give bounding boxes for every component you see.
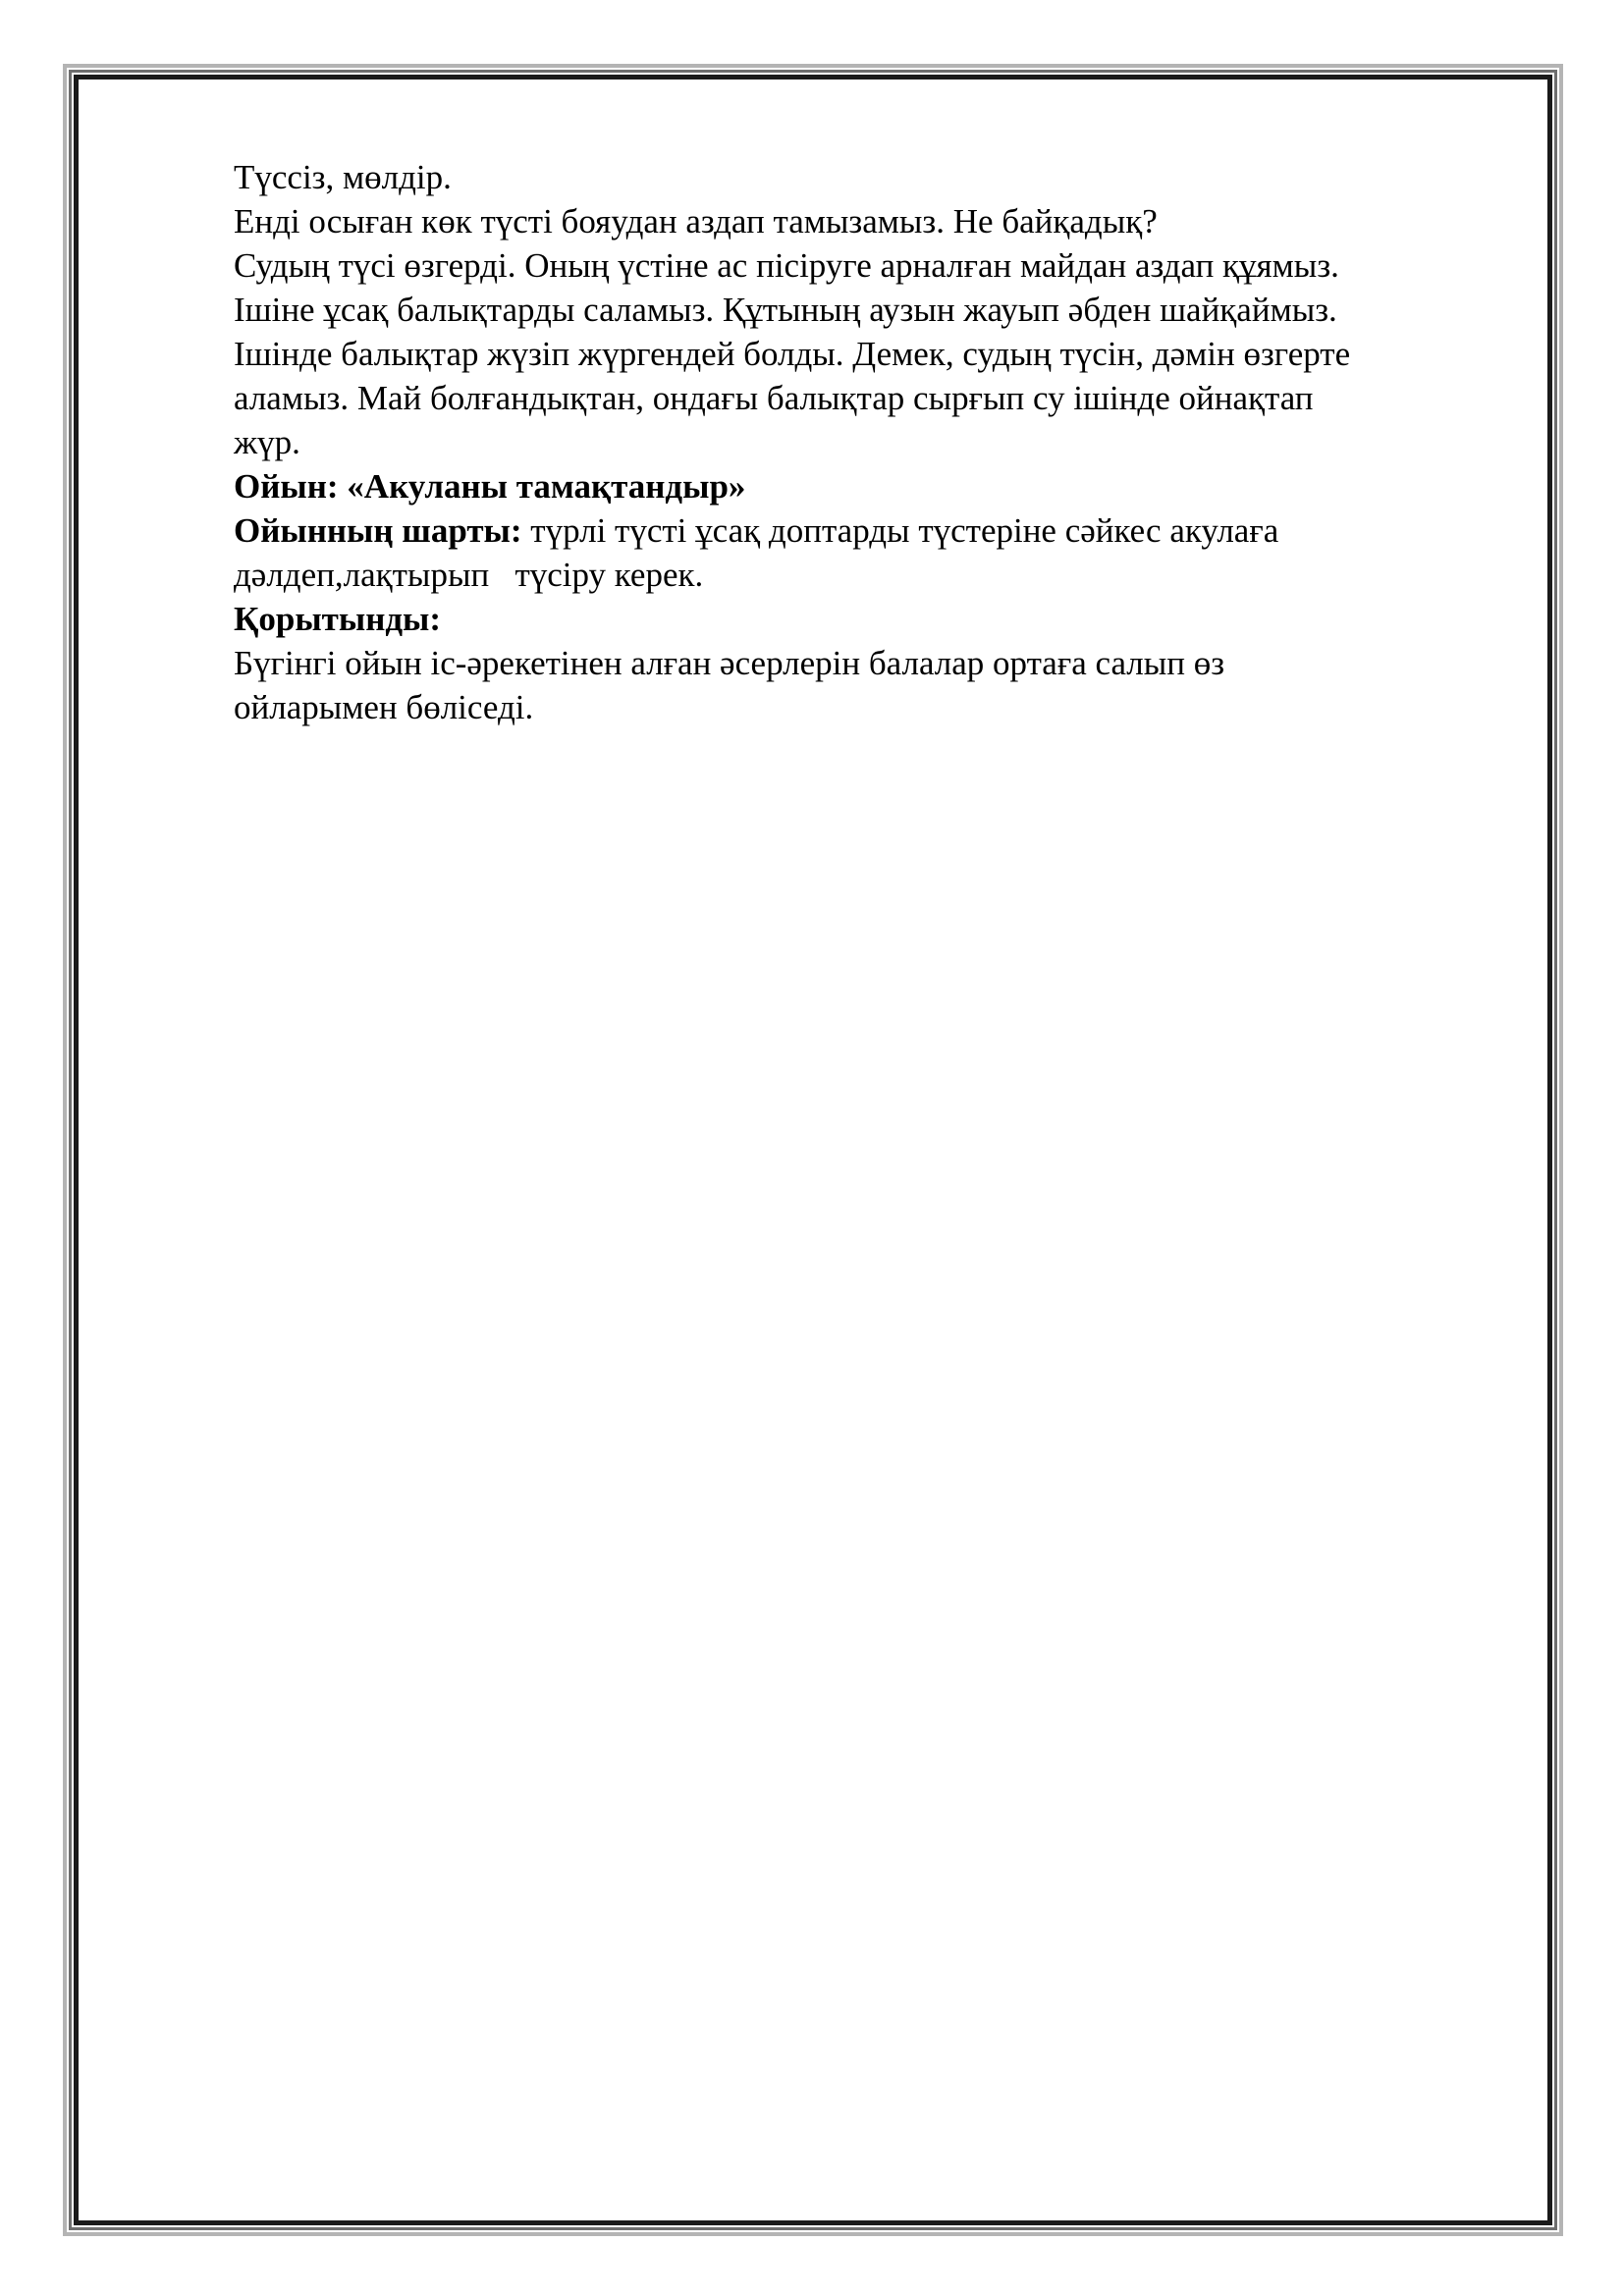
paragraph-colorless: Түссіз, мөлдір. — [234, 158, 452, 196]
paragraph-observation-line: аламыз. Май болғандықтан, ондағы балықтар сырғып су ішінде ойнақтап — [234, 379, 1314, 417]
game-rules-label: Ойынның шарты: — [234, 511, 522, 550]
paragraph-observation-line: жүр. — [234, 423, 300, 461]
conclusion-line: Бүгінгі ойын іс-әрекетінен алған әсерлерін балалар ортаға салып өз — [234, 644, 1225, 682]
paragraph-observation-line: Ішіне ұсақ балықтарды саламыз. Құтының аузын жауып әбден шайқаймыз. — [234, 291, 1337, 329]
game-rules-line — [234, 508, 1500, 553]
paragraph-observation-line: Судың түсі өзгерді. Оның үстіне ас пісіруге арналған майдан аздап құямыз. — [234, 246, 1339, 285]
game-title: Ойын: «Акуланы тамақтандыр» — [234, 467, 746, 506]
conclusion-heading: Қорытынды: — [234, 600, 442, 638]
paragraph-observation-line: Ішінде балықтар жүзіп жүргендей болды. Демек, судың түсін, дәмін өзгерте — [234, 335, 1351, 373]
document-body — [234, 155, 1500, 729]
paragraph-blue-paint: Енді осыған көк түсті бояудан аздап тамызамыз. Не байқадық? — [234, 202, 1158, 240]
game-rules-text-continued: дәлдеп,лақтырып түсіру керек. — [234, 556, 704, 594]
game-rules-text: түрлі түсті ұсақ доптарды түстеріне сәйкес акулаға — [521, 511, 1279, 550]
conclusion-line: ойларымен бөліседі. — [234, 688, 534, 726]
